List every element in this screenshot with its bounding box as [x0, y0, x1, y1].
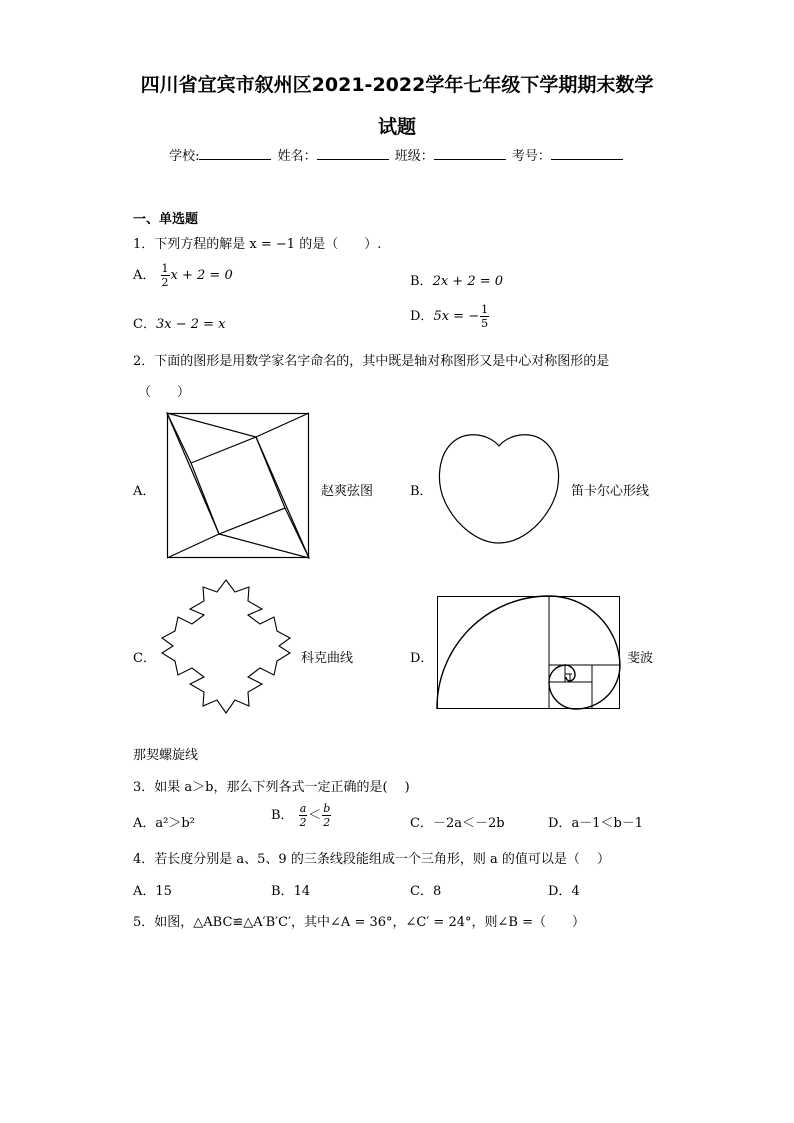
q4-option-c-value: 8 — [432, 884, 442, 899]
numerator: b — [323, 802, 331, 815]
q2-option-d-caption-continued: 那契螺旋线 — [133, 748, 199, 763]
numerator: a — [299, 802, 307, 815]
numerator: 1 — [161, 262, 169, 275]
cardioid-curve — [437, 432, 562, 544]
q4-option-b-value: 14 — [293, 884, 311, 899]
fibonacci-spiral — [437, 596, 620, 709]
section-title: 一、单选题 — [133, 212, 199, 227]
denominator: 2 — [161, 276, 169, 289]
fraction — [299, 802, 308, 829]
school-blank — [199, 147, 271, 160]
q1-option-d-label: D． — [410, 309, 434, 324]
class-label: 班级： — [394, 149, 434, 164]
q4-option-a — [133, 880, 172, 899]
q1-option-c-label: C． — [133, 317, 156, 332]
q3-option-b-label: B． — [271, 808, 294, 823]
q1-option-b-expr: 2x + 2 = 0 — [432, 274, 504, 289]
q1-option-b — [410, 270, 503, 289]
q4-option-d-value: 4 — [571, 884, 580, 899]
question-3-text: 3．如果 a＞b，那么下列各式一定正确的是( ) — [133, 780, 410, 795]
q2-option-a-label: A． — [133, 484, 156, 499]
q3-option-c-label: C． — [410, 816, 433, 831]
fraction — [480, 303, 489, 330]
q4-option-a-value: 15 — [155, 884, 172, 899]
name-label: 姓名： — [277, 149, 317, 164]
q4-option-d — [548, 880, 580, 899]
q3-option-d-expr: a－1＜b－1 — [571, 816, 644, 831]
school-label: 学校: — [169, 149, 200, 164]
q3-option-d — [548, 812, 643, 831]
q2-option-c-caption: 科克曲线 — [301, 651, 354, 666]
q4-option-d-label: D． — [548, 884, 572, 899]
q2-option-b-caption: 笛卡尔心形线 — [571, 484, 650, 499]
question-2-paren: （ ） — [138, 385, 191, 400]
denominator: 2 — [323, 816, 331, 829]
q3-option-b — [271, 802, 332, 829]
number-blank — [551, 147, 623, 160]
q4-option-a-label: A． — [133, 884, 156, 899]
page-title-continued: 试题 — [377, 116, 416, 138]
question-5-text: 5．如图，△ABC≌△A′B′C′，其中∠A = 36°，∠C′ = 24°，则∠B =（ ） — [133, 915, 585, 930]
q4-option-b-label: B． — [271, 884, 294, 899]
q2-option-c-label: C． — [133, 651, 156, 666]
q2-option-a-caption: 赵爽弦图 — [321, 484, 374, 499]
question-4-text: 4．若长度分别是 a、5、9 的三条线段能组成一个三角形，则 a 的值可以是（ ） — [133, 852, 610, 867]
q3-option-a — [133, 812, 195, 831]
q3-option-d-label: D． — [548, 816, 572, 831]
q4-option-b — [271, 880, 310, 899]
q3-option-c-expr: －2a＜－2b — [432, 816, 505, 831]
q3-option-a-expr: a²＞b² — [155, 816, 195, 831]
q1-option-a — [133, 262, 233, 289]
q1-option-d-expr: 5x = − — [433, 309, 480, 324]
q1-option-a-expr: x + 2 = 0 — [170, 268, 233, 283]
class-blank — [434, 147, 506, 160]
q2-option-d-caption: 斐波 — [627, 651, 654, 666]
zhao-shuang-diagram — [167, 413, 309, 558]
q1-option-c — [133, 313, 225, 332]
question-2-text: 2．下面的图形是用数学家名字命名的，其中既是轴对称图形又是中心对称图形的是 — [133, 354, 610, 369]
q2-option-b-label: B． — [410, 484, 433, 499]
page-title: 四川省宜宾市叙州区2021-2022学年七年级下学期期末数学 — [140, 74, 654, 96]
numerator: 1 — [481, 303, 489, 316]
q1-option-a-label: A． — [133, 268, 156, 283]
q4-option-c — [410, 880, 441, 899]
denominator: 5 — [481, 317, 489, 330]
q4-option-c-label: C． — [410, 884, 433, 899]
q2-option-d-label: D． — [410, 651, 434, 666]
number-label: 考号： — [511, 149, 551, 164]
koch-snowflake — [160, 580, 292, 726]
q1-option-d — [410, 303, 490, 330]
fraction — [322, 802, 331, 829]
name-blank — [317, 147, 389, 160]
question-1-text: 1．下列方程的解是 x = −1 的是（ ）. — [133, 237, 382, 252]
student-info-row — [0, 145, 794, 164]
q1-option-c-expr: 3x − 2 = x — [155, 317, 226, 332]
fraction — [161, 262, 170, 289]
q3-option-c — [410, 812, 505, 831]
denominator: 2 — [299, 816, 307, 829]
less-than-sign: ＜ — [308, 808, 322, 823]
q3-option-a-label: A． — [133, 816, 156, 831]
q1-option-b-label: B． — [410, 274, 433, 289]
